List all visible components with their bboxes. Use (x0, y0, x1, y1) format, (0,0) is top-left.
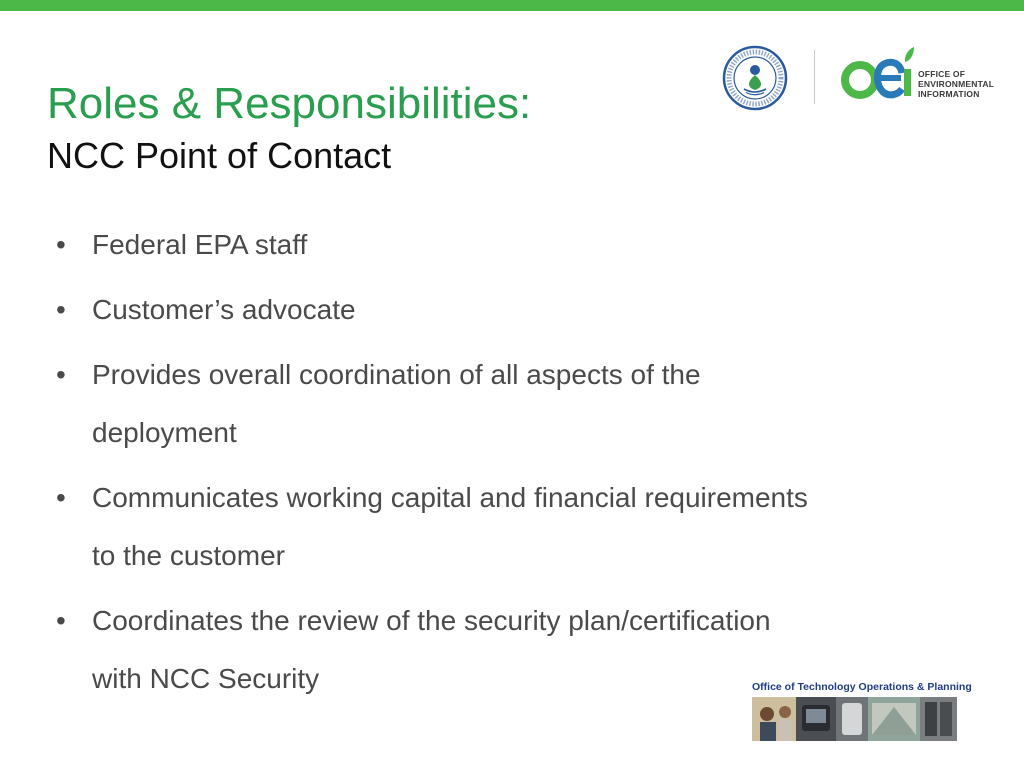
bullet-dot: • (56, 482, 66, 513)
bullet-item (52, 469, 982, 585)
oei-name-line: OFFICE OF (918, 69, 966, 79)
leaf-icon (905, 47, 914, 62)
bullet-text: Federal EPA staff (92, 229, 308, 260)
oei-name (918, 69, 994, 99)
bullet-dot: • (56, 359, 66, 390)
bullet-text-continued: deployment (92, 417, 237, 448)
photo-collage-icon (752, 697, 957, 741)
bullet-dot: • (56, 605, 66, 636)
bullet-text: Coordinates the review of the security plan/certification (92, 605, 771, 636)
slide-title: Roles & Responsibilities: (47, 79, 532, 128)
oei-name-line: ENVIRONMENTAL (918, 79, 995, 89)
bullet-item (52, 281, 982, 339)
bullet-item (52, 346, 982, 462)
oei-name-line: INFORMATION (918, 89, 980, 99)
bullet-dot: • (56, 294, 66, 325)
bullet-text: Communicates working capital and financial requirements (92, 482, 808, 513)
oei-logo (838, 40, 914, 104)
bullet-dot: • (56, 229, 66, 260)
logo-divider (814, 50, 815, 104)
bullet-text-continued: with NCC Security (92, 663, 320, 694)
bullet-text-continued: to the customer (92, 540, 285, 571)
top-accent-bar (0, 0, 1024, 11)
bullet-text: Customer’s advocate (92, 294, 356, 325)
title-block (47, 78, 531, 178)
bullet-item (52, 216, 982, 274)
epa-seal-icon (722, 45, 788, 111)
footer-office-label: Office of Technology Operations & Planning (752, 681, 972, 693)
bullet-text: Provides overall coordination of all aspects of the (92, 359, 701, 390)
slide-subtitle: NCC Point of Contact (47, 135, 392, 176)
bullet-list (52, 216, 982, 715)
